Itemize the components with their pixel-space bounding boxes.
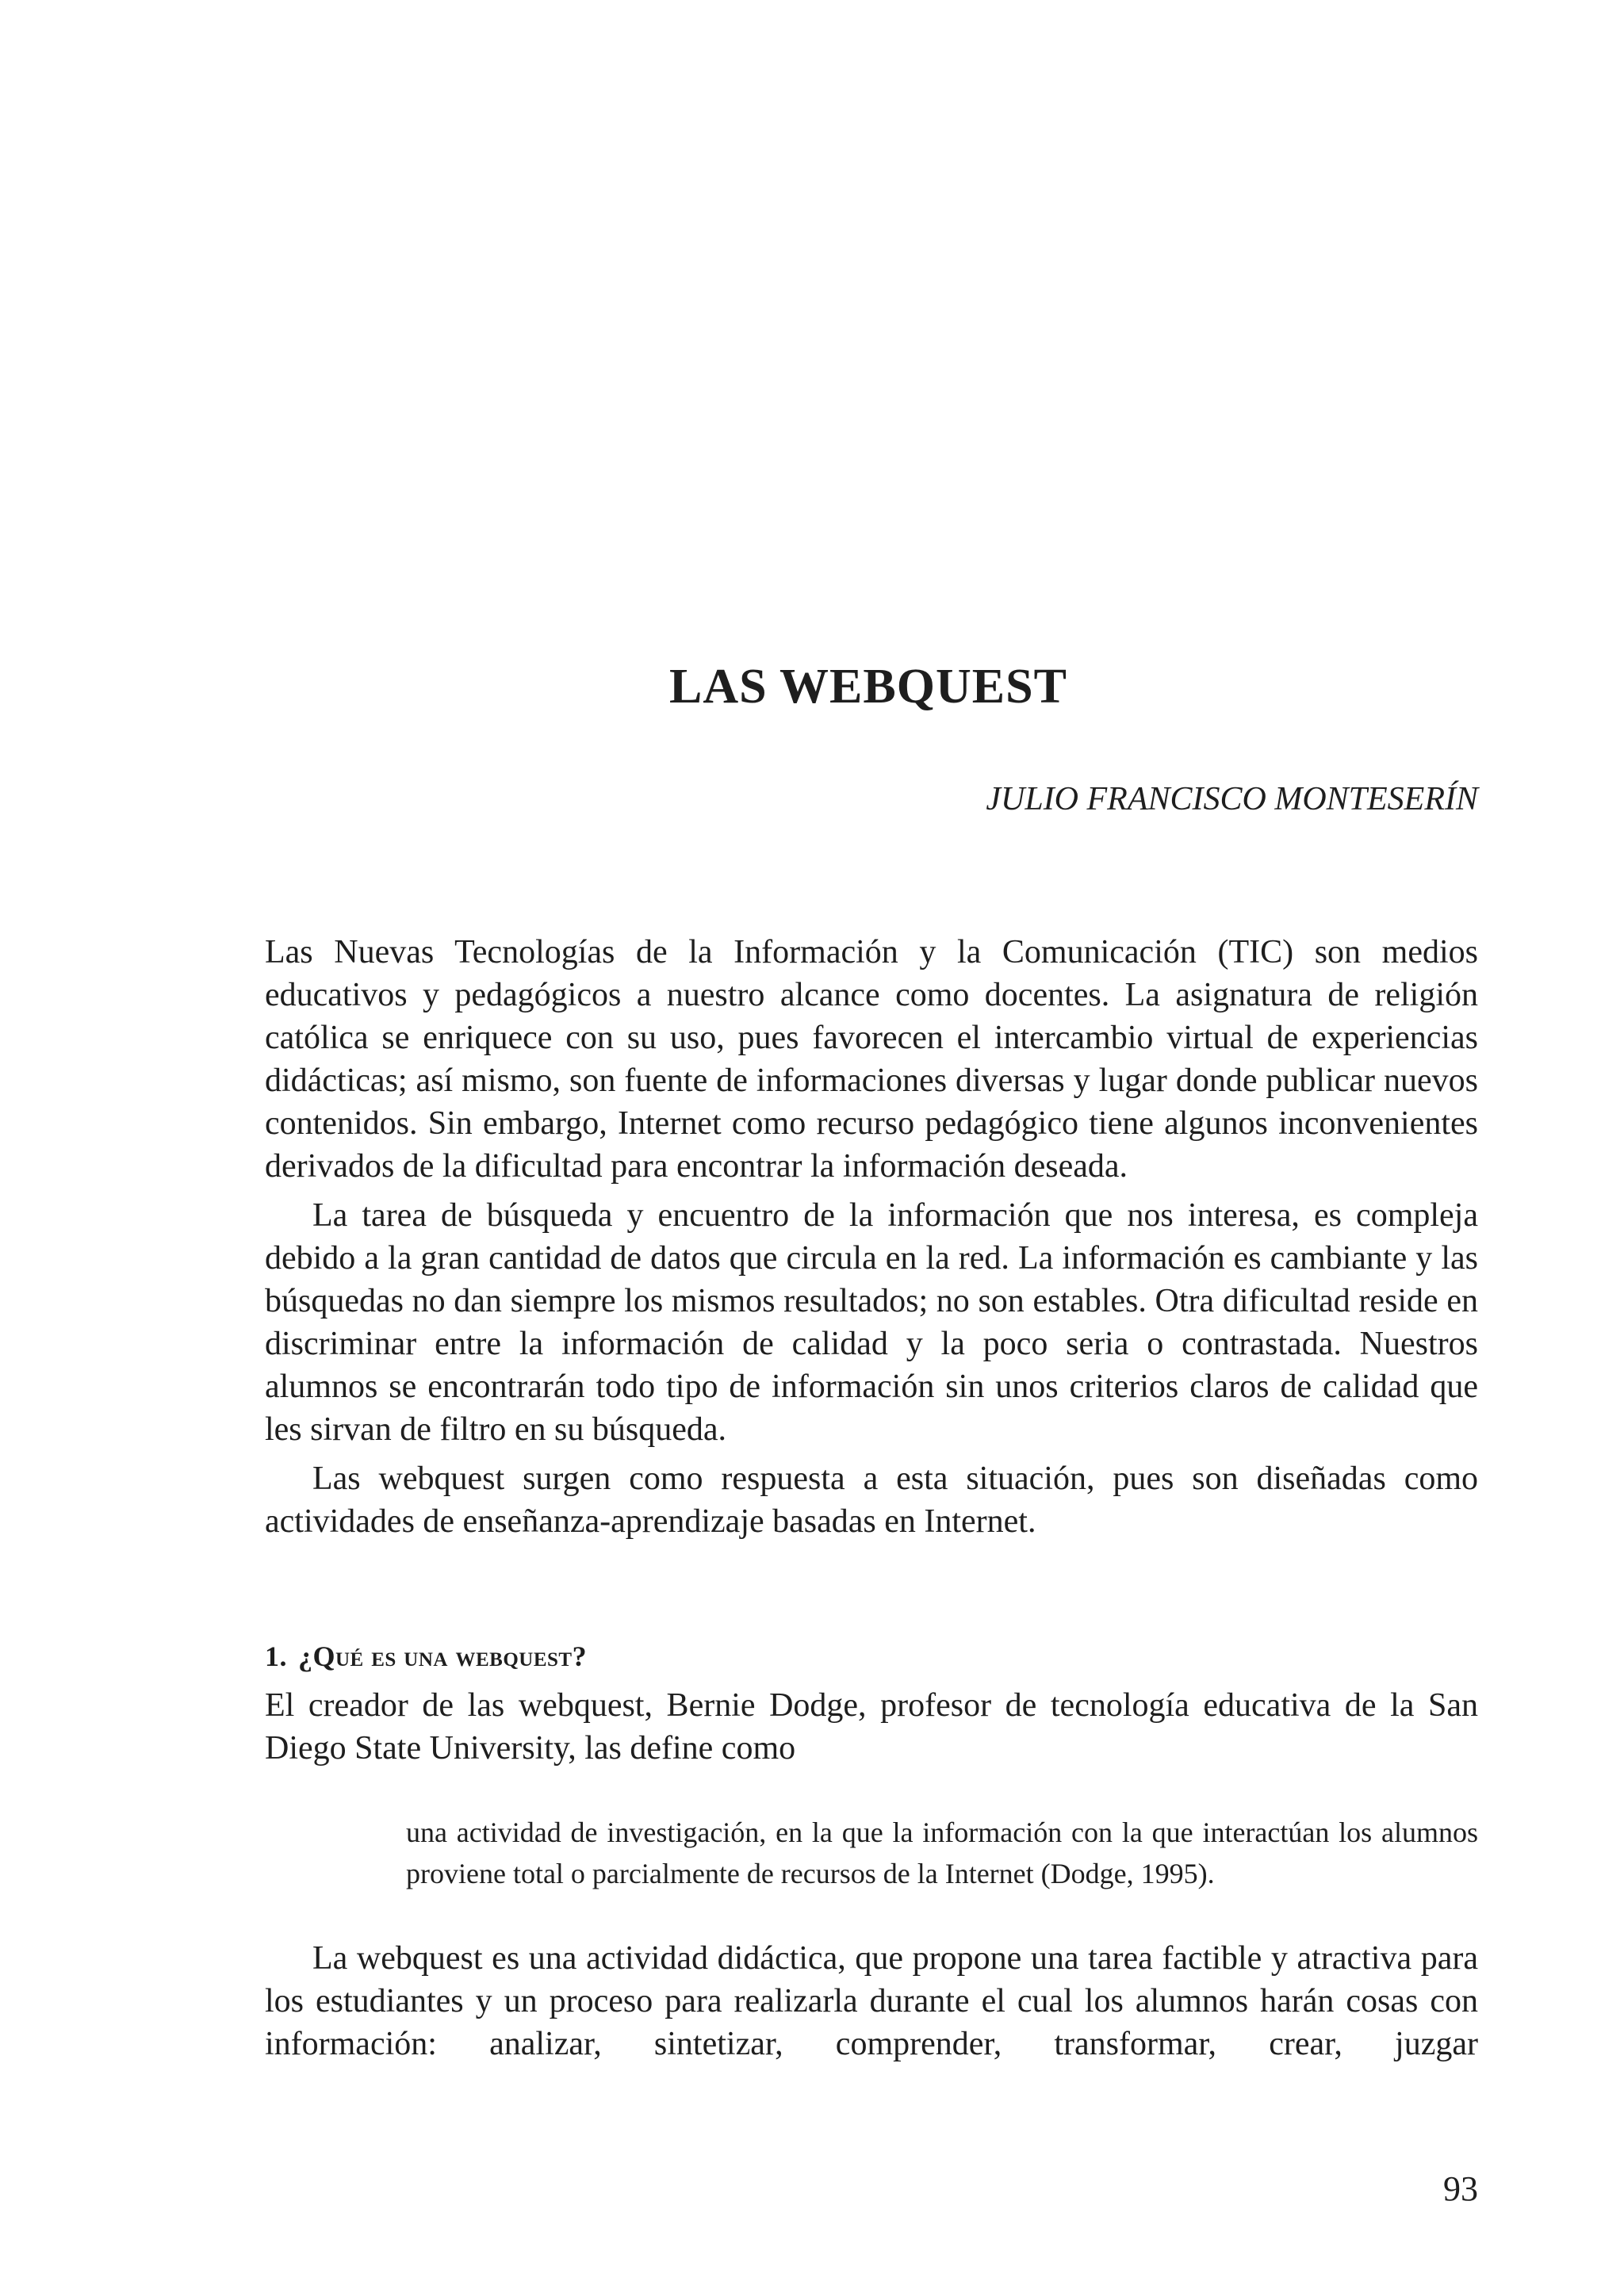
block-quote: una actividad de investigación, en la que la información con la que interactúan los alumnos proviene total o parcialmente de recursos de la Internet (Dodge, 1995). [406,1816,1478,1889]
article-title: LAS WEBQUEST [669,660,1067,714]
intro-section [265,931,1478,1543]
intro-paragraph-2: La tarea de búsqueda y encuentro de la información que nos interesa, es compleja debido a la gran cantidad de datos que circula en la red. La información es cambiante y las búsquedas no dan siempre los mismos resultados; no son estables. Otra dificultad reside en discriminar entre la información de calidad y la poco seria o contrastada. Nuestros alumnos se encontrarán todo tipo de información sin unos criterios claros de calidad que les sirvan de filtro en su búsqueda. [265,1197,1478,1448]
section-title: ¿Qué es una webquest? [298,1640,588,1672]
section-1-paragraph-1: El creador de las webquest, Bernie Dodge, profesor de tecnología educativa de la San Diego State University, las define como [265,1687,1478,1767]
section-number: 1. [265,1640,287,1672]
page-number: 93 [1443,2169,1478,2208]
intro-paragraph-1: Las Nuevas Tecnologías de la Información y la Comunicación (TIC) son medios educativos y pedagógicos a nuestro alcance como docentes. La asignatura de religión católica se enriquece con su uso, pues favorecen el intercambio virtual de experiencias didácticas; así mismo, son fuente de informaciones diversas y lugar donde publicar nuevos contenidos. Sin embargo, Internet como recurso pedagógico tiene algunos inconvenientes derivados de la dificultad para encontrar la información deseada. [265,934,1478,1185]
intro-paragraph-3: Las webquest surgen como respuesta a esta situación, pues son diseñadas como actividades de enseñanza-aprendizaje basadas en Internet. [265,1460,1478,1540]
section-heading [265,1636,587,1676]
section-1-intro [265,1684,1478,1770]
article-author: JULIO FRANCISCO MONTESERÍN [986,781,1478,817]
section-1-paragraph-2: La webquest es una actividad didáctica, que propone una tarea factible y atractiva para los estudiantes y un proceso para realizarla durante el cual los alumnos harán cosas con información: analizar, sintetizar, comprender, transformar, crear, juzgar [265,1940,1478,2062]
section-1-continued [265,1937,1478,2065]
